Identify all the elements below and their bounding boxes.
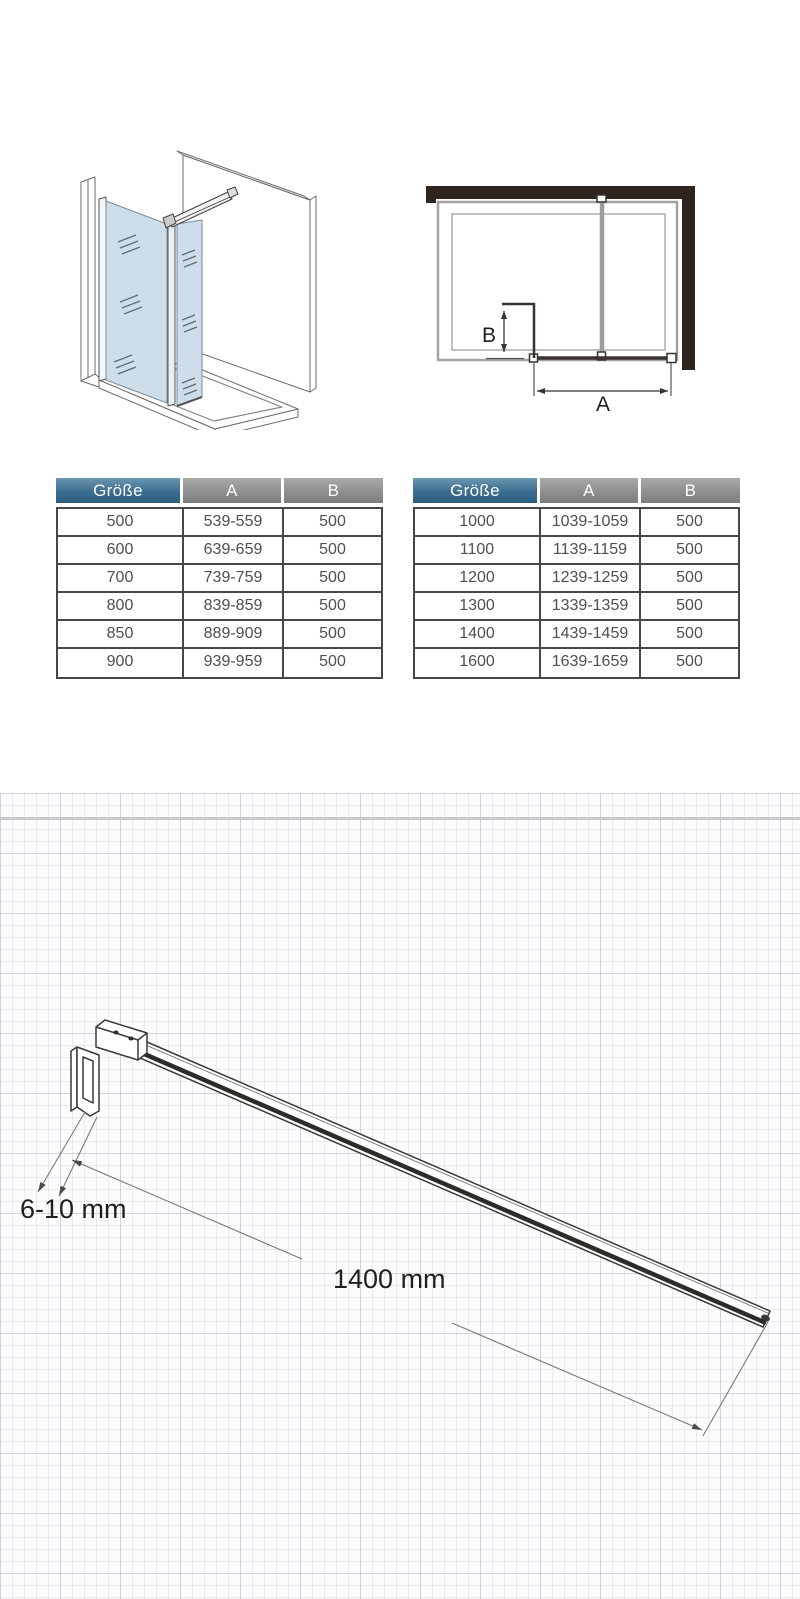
dimension-b-label: B — [481, 324, 497, 347]
table-cell: 500 — [284, 509, 381, 537]
graph-paper-background — [0, 793, 800, 1599]
table-cell: 939-959 — [184, 649, 284, 677]
table-cell: 500 — [641, 621, 738, 649]
left-wall — [81, 177, 95, 381]
table-body — [56, 507, 383, 679]
support-bar-diagram — [0, 990, 800, 1460]
table-cell: 800 — [58, 593, 184, 621]
column-header-a: A — [183, 478, 284, 503]
stabilizer-bar — [133, 1039, 771, 1327]
bar-length-dimension — [72, 1160, 768, 1436]
table-cell: 839-859 — [184, 593, 284, 621]
glass-thickness-leaders — [38, 1112, 97, 1196]
table-cell: 500 — [641, 593, 738, 621]
table-cell: 1139-1159 — [541, 537, 641, 565]
table-cell: 539-559 — [184, 509, 284, 537]
hinge-profile — [168, 220, 175, 406]
table-cell: 1200 — [415, 565, 541, 593]
table-cell: 500 — [641, 537, 738, 565]
table-cell: 889-909 — [184, 621, 284, 649]
dimension-a — [534, 363, 671, 396]
table-cell: 1000 — [415, 509, 541, 537]
table-cell: 1600 — [415, 649, 541, 677]
table-cell: 700 — [58, 565, 184, 593]
size-table-large — [413, 478, 740, 679]
table-cell: 1100 — [415, 537, 541, 565]
column-header-a: A — [540, 478, 641, 503]
table-cell: 500 — [284, 565, 381, 593]
table-cell: 850 — [58, 621, 184, 649]
floor-line — [81, 381, 99, 387]
wall-right-plan — [682, 186, 695, 370]
column-header-b: B — [641, 478, 740, 503]
section-divider-line — [0, 817, 800, 820]
glass-panel-return — [177, 220, 202, 406]
screw-hole — [113, 1031, 118, 1035]
screw-hole — [128, 1037, 133, 1041]
bar-length-label: 1400 mm — [333, 1264, 446, 1294]
table-cell: 1339-1359 — [541, 593, 641, 621]
column-header-groesse: Größe — [413, 478, 540, 503]
table-cell: 1400 — [415, 621, 541, 649]
table-header-row — [413, 478, 740, 503]
column-header-b: B — [284, 478, 383, 503]
table-cell: 1639-1659 — [541, 649, 641, 677]
glass-panel-main — [106, 201, 167, 403]
table-cell: 500 — [58, 509, 184, 537]
table-cell: 500 — [284, 621, 381, 649]
shower-3d-diagram — [55, 130, 335, 430]
dimension-a-label: A — [595, 393, 611, 415]
table-cell: 500 — [641, 565, 738, 593]
size-table-small — [56, 478, 383, 679]
table-cell: 1039-1059 — [541, 509, 641, 537]
table-cell: 500 — [284, 537, 381, 565]
table-body — [413, 507, 740, 679]
table-cell: 739-759 — [184, 565, 284, 593]
table-cell: 1439-1459 — [541, 621, 641, 649]
table-cell: 500 — [319, 653, 346, 670]
table-cell: 1300 — [415, 593, 541, 621]
table-header-row — [56, 478, 383, 503]
table-cell: 639-659 — [184, 537, 284, 565]
table-cell: 900 — [58, 649, 184, 677]
table-cell: 1239-1259 — [541, 565, 641, 593]
shower-plan-diagram — [410, 165, 710, 415]
table-cell: 500 — [641, 509, 738, 537]
table-cell: 500 — [676, 653, 703, 670]
shower-tray-outline — [438, 202, 677, 360]
column-header-groesse: Größe — [56, 478, 183, 503]
table-cell: 500 — [284, 593, 381, 621]
table-cell: 600 — [58, 537, 184, 565]
wall-profile — [99, 197, 106, 381]
glass-thickness-label: 6-10 mm — [20, 1194, 127, 1224]
glass-clamp — [71, 1020, 147, 1116]
